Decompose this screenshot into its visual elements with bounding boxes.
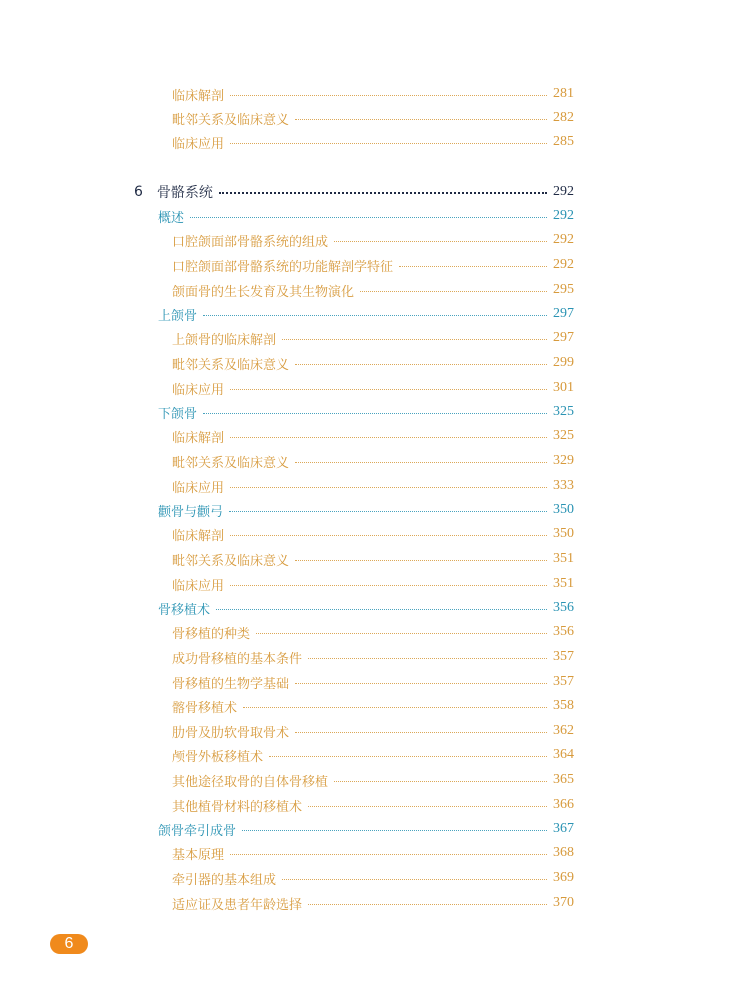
toc-entry-page: 292 — [553, 232, 574, 247]
toc-section-entry[interactable] — [158, 818, 574, 840]
toc-entry[interactable] — [172, 573, 574, 595]
toc-entry-title: 颅骨外板移植术 — [172, 749, 264, 765]
toc-entry-page: 299 — [553, 355, 574, 370]
toc-entry[interactable] — [172, 621, 574, 643]
dot-leader — [219, 192, 547, 194]
toc-entry-title: 适应证及患者年龄选择 — [172, 897, 303, 913]
toc-entry-page: 325 — [553, 428, 574, 443]
toc-entry-title: 上颌骨 — [158, 308, 198, 324]
dot-leader — [230, 143, 547, 144]
toc-entry-title: 毗邻关系及临床意义 — [172, 357, 290, 373]
toc-entry-title: 口腔颌面部骨骼系统的组成 — [172, 234, 329, 250]
toc-entry[interactable] — [172, 523, 574, 545]
dot-leader — [282, 879, 547, 880]
dot-leader — [360, 291, 547, 292]
dot-leader — [282, 339, 547, 340]
toc-entry-page: 301 — [553, 380, 574, 395]
dot-leader — [295, 119, 547, 120]
toc-entry-title: 下颌骨 — [158, 406, 198, 422]
dot-leader — [230, 389, 547, 390]
dot-leader — [308, 904, 547, 905]
toc-entry[interactable] — [172, 107, 574, 129]
toc-chapter-entry[interactable] — [134, 181, 574, 203]
toc-entry[interactable] — [172, 744, 574, 766]
dot-leader — [230, 437, 547, 438]
toc-entry-title: 概述 — [158, 210, 185, 226]
toc-entry[interactable] — [172, 548, 574, 570]
toc-entry[interactable] — [172, 131, 574, 153]
dot-leader — [269, 756, 547, 757]
toc-entry-page: 368 — [553, 845, 574, 860]
toc-entry[interactable] — [172, 425, 574, 447]
toc-entry-page: 329 — [553, 453, 574, 468]
dot-leader — [216, 609, 547, 610]
toc-entry-page: 292 — [553, 184, 574, 199]
dot-leader — [230, 95, 547, 96]
toc-entry[interactable] — [172, 450, 574, 472]
dot-leader — [256, 633, 547, 634]
toc-entry-title: 骨移植的种类 — [172, 626, 251, 642]
toc-entry-title: 临床应用 — [172, 382, 225, 398]
toc-entry-title: 其他植骨材料的移植术 — [172, 799, 303, 815]
toc-entry-title: 临床解剖 — [172, 88, 225, 104]
toc-entry-title: 成功骨移植的基本条件 — [172, 651, 303, 667]
toc-entry-page: 295 — [553, 282, 574, 297]
toc-entry-title: 骨移植的生物学基础 — [172, 676, 290, 692]
toc-entry[interactable] — [172, 794, 574, 816]
dot-leader — [308, 806, 547, 807]
toc-section-entry[interactable] — [158, 303, 574, 325]
toc-entry-title: 口腔颌面部骨骼系统的功能解剖学特征 — [172, 259, 394, 275]
toc-entry-page: 364 — [553, 747, 574, 762]
dot-leader — [334, 241, 547, 242]
toc-entry[interactable] — [172, 646, 574, 668]
dot-leader — [295, 732, 547, 733]
toc-section-entry[interactable] — [158, 205, 574, 227]
toc-entry-page: 365 — [553, 772, 574, 787]
toc-entry-title: 毗邻关系及临床意义 — [172, 455, 290, 471]
toc-entry-page: 357 — [553, 649, 574, 664]
toc-entry-title: 骨移植术 — [158, 602, 211, 618]
toc-entry-page: 325 — [553, 404, 574, 419]
toc-section-entry[interactable] — [158, 597, 574, 619]
toc-entry-page: 351 — [553, 576, 574, 591]
toc-entry[interactable] — [172, 695, 574, 717]
toc-entry-title: 临床应用 — [172, 480, 225, 496]
toc-entry[interactable] — [172, 671, 574, 693]
toc-entry-title: 骨骼系统 — [156, 185, 213, 201]
toc-entry-page: 356 — [553, 600, 574, 615]
page-number-badge: 6 — [50, 934, 88, 954]
toc-entry-title: 颧骨与颧弓 — [158, 504, 224, 520]
toc-entry-title: 牵引器的基本组成 — [172, 872, 277, 888]
toc-entry-title: 临床应用 — [172, 578, 225, 594]
toc-entry-page: 367 — [553, 821, 574, 836]
toc-entry-page: 370 — [553, 895, 574, 910]
toc-entry[interactable] — [172, 475, 574, 497]
toc-entry[interactable] — [172, 720, 574, 742]
toc-entry-title: 临床应用 — [172, 136, 225, 152]
toc-entry-title: 临床解剖 — [172, 430, 225, 446]
toc-entry[interactable] — [172, 842, 574, 864]
toc-entry[interactable] — [172, 229, 574, 251]
toc-entry-page: 282 — [553, 110, 574, 125]
dot-leader — [334, 781, 547, 782]
toc-entry-title: 肋骨及肋软骨取骨术 — [172, 725, 290, 741]
toc-entry-page: 350 — [553, 526, 574, 541]
toc-entry[interactable] — [172, 254, 574, 276]
toc-entry[interactable] — [172, 352, 574, 374]
dot-leader — [190, 217, 547, 218]
dot-leader — [229, 511, 547, 512]
dot-leader — [295, 462, 547, 463]
toc-entry-title: 颌面骨的生长发育及其生物演化 — [172, 284, 355, 300]
toc-entry-page: 358 — [553, 698, 574, 713]
toc-entry-title: 毗邻关系及临床意义 — [172, 112, 290, 128]
toc-entry-page: 357 — [553, 674, 574, 689]
dot-leader — [295, 364, 547, 365]
toc-entry-page: 292 — [553, 257, 574, 272]
dot-leader — [295, 560, 547, 561]
toc-entry[interactable] — [172, 892, 574, 914]
toc-entry-page: 350 — [553, 502, 574, 517]
toc-entry-page: 366 — [553, 797, 574, 812]
toc-entry[interactable] — [172, 867, 574, 889]
toc-entry[interactable] — [172, 377, 574, 399]
toc-entry-page: 281 — [553, 86, 574, 101]
toc-entry-title: 上颌骨的临床解剖 — [172, 332, 277, 348]
toc-entry-title: 基本原理 — [172, 847, 225, 863]
dot-leader — [230, 585, 547, 586]
toc-entry-title: 毗邻关系及临床意义 — [172, 553, 290, 569]
toc-entry-title: 其他途径取骨的自体骨移植 — [172, 774, 329, 790]
dot-leader — [295, 683, 547, 684]
toc-entry-title: 颌骨牵引成骨 — [158, 823, 237, 839]
dot-leader — [203, 413, 547, 414]
toc-entry-page: 369 — [553, 870, 574, 885]
dot-leader — [230, 854, 547, 855]
dot-leader — [230, 487, 547, 488]
dot-leader — [203, 315, 547, 316]
chapter-number: 6 — [134, 184, 143, 200]
toc-section-entry[interactable] — [158, 401, 574, 423]
toc-entry-page: 362 — [553, 723, 574, 738]
toc-entry-page: 297 — [553, 330, 574, 345]
toc-entry-page: 351 — [553, 551, 574, 566]
dot-leader — [308, 658, 547, 659]
toc-entry[interactable] — [172, 327, 574, 349]
toc-entry-page: 297 — [553, 306, 574, 321]
toc-entry[interactable] — [172, 769, 574, 791]
dot-leader — [243, 707, 547, 708]
toc-section-entry[interactable] — [158, 499, 574, 521]
toc-entry-page: 333 — [553, 478, 574, 493]
dot-leader — [242, 830, 547, 831]
toc-entry[interactable] — [172, 279, 574, 301]
toc-entry-page: 292 — [553, 208, 574, 223]
dot-leader — [399, 266, 547, 267]
toc-entry-title: 髂骨移植术 — [172, 700, 238, 716]
toc-entry-title: 临床解剖 — [172, 528, 225, 544]
toc-entry-page: 285 — [553, 134, 574, 149]
dot-leader — [230, 535, 547, 536]
toc-entry[interactable] — [172, 83, 574, 105]
toc-entry-page: 356 — [553, 624, 574, 639]
